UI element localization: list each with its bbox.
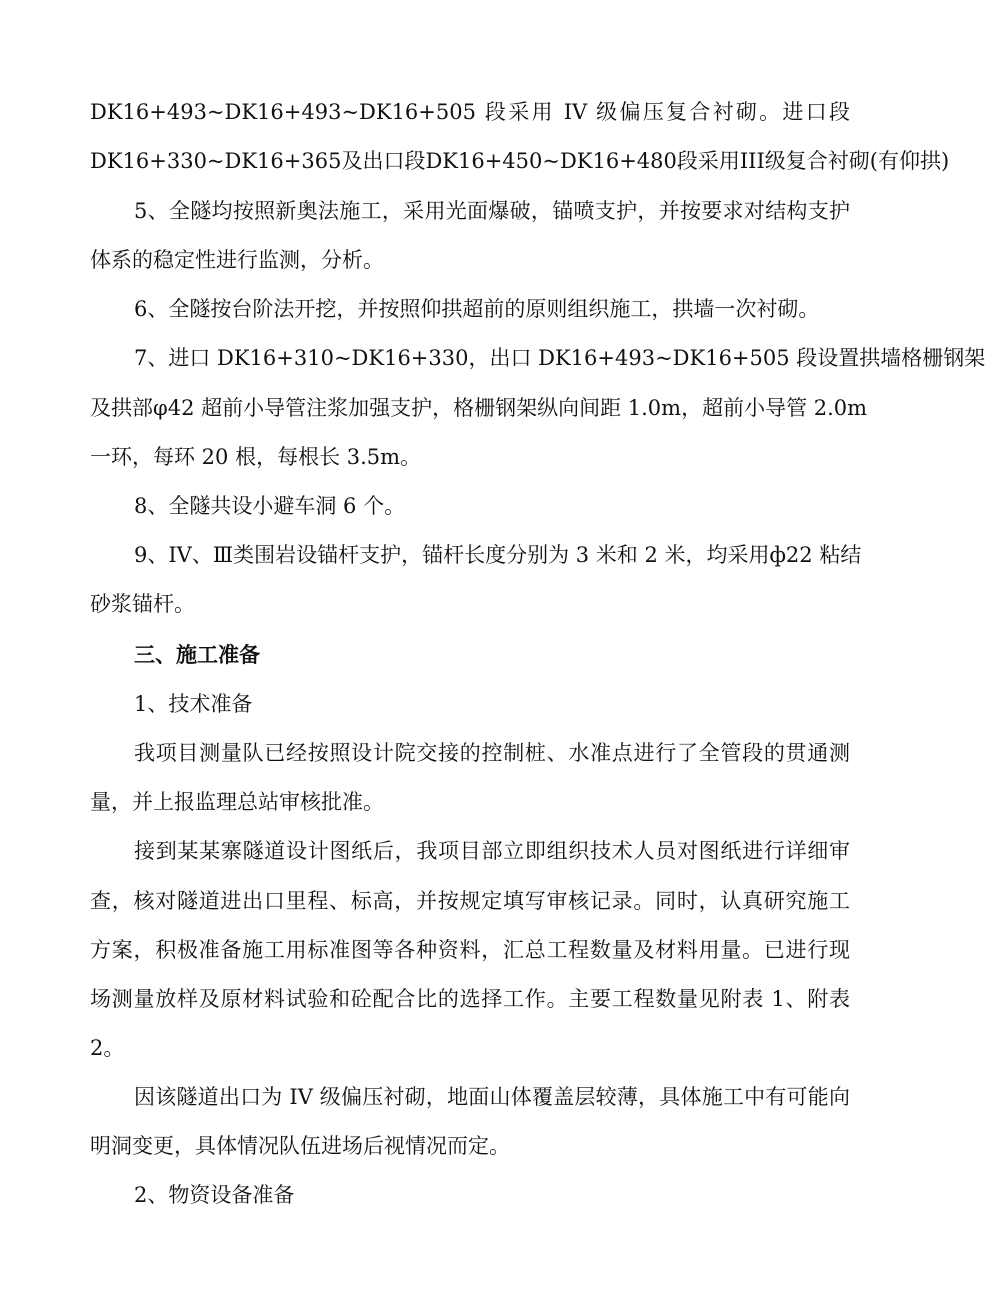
text-line: 我项目测量队已经按照设计院交接的控制桩、水准点进行了全管段的贯通测 — [134, 741, 850, 765]
text-line: 砂浆锚杆。 — [90, 592, 195, 616]
text-line: 方案，积极准备施工用标准图等各种资料，汇总工程数量及材料用量。已进行现 — [90, 938, 850, 962]
text-line: DK16+493~DK16+493~DK16+505 段采用 IV 级偏压复合衬砌。进口段 — [90, 100, 850, 124]
text-line: 6、全隧按台阶法开挖，并按照仰拱超前的原则组织施工，拱墙一次衬砌。 — [134, 297, 820, 321]
text-line: 体系的稳定性进行监测，分析。 — [90, 248, 384, 272]
text-line: 7、进口 DK16+310~DK16+330，出口 DK16+493~DK16+505 段设置拱墙格栅钢架 — [134, 346, 985, 370]
text-line: 明洞变更，具体情况队伍进场后视情况而定。 — [90, 1134, 510, 1158]
text-line: 查，核对隧道进出口里程、标高，并按规定填写审核记录。同时，认真研究施工 — [90, 889, 850, 913]
text-line: 接到某某寨隧道设计图纸后，我项目部立即组织技术人员对图纸进行详细审 — [134, 839, 850, 863]
text-line: 2。 — [90, 1036, 125, 1060]
text-line: 及拱部φ42 超前小导管注浆加强支护，格栅钢架纵向间距 1.0m，超前小导管 2.0m — [90, 396, 868, 420]
section-heading: 三、施工准备 — [134, 642, 260, 667]
text-line: DK16+330~DK16+365及出口段DK16+450~DK16+480段采用III级复合衬砌(有仰拱) — [90, 149, 950, 173]
text-line: 因该隧道出口为 IV 级偏压衬砌，地面山体覆盖层较薄，具体施工中有可能向 — [134, 1085, 850, 1109]
text-line: 场测量放样及原材料试验和砼配合比的选择工作。主要工程数量见附表 1、附表 — [90, 987, 850, 1011]
text-line: 9、IV、Ⅲ类围岩设锚杆支护，锚杆长度分别为 3 米和 2 米，均采用ф22 粘结 — [134, 543, 862, 567]
text-line: 8、全隧共设小避车洞 6 个。 — [134, 494, 406, 518]
text-line: 一环，每环 20 根，每根长 3.5m。 — [90, 445, 422, 469]
text-line: 量，并上报监理总站审核批准。 — [90, 790, 384, 814]
text-line: 5、全隧均按照新奥法施工，采用光面爆破，锚喷支护，并按要求对结构支护 — [134, 199, 850, 223]
subsection-heading: 1、技术准备 — [134, 692, 253, 716]
subsection-heading: 2、物资设备准备 — [134, 1183, 295, 1207]
